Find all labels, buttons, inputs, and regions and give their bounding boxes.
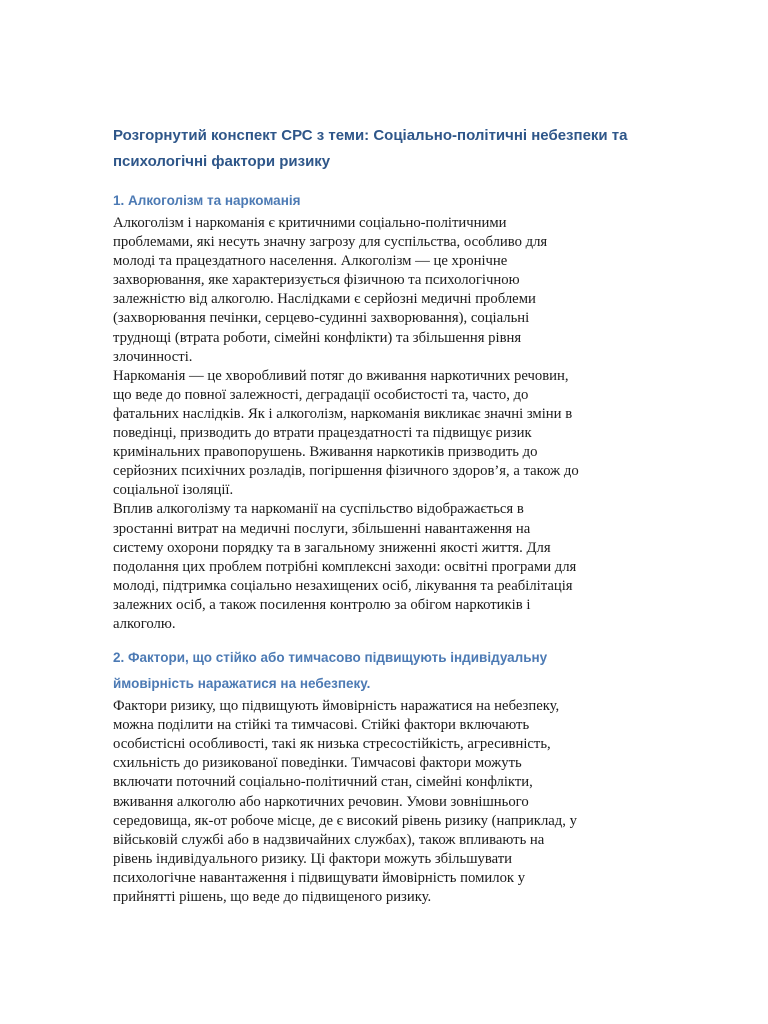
text-line: схильність до ризикованої поведінки. Тимчасові фактори можуть [113,755,522,772]
text-line: прийнятті рішень, що веде до підвищеного ризику. [113,889,432,905]
text-line: Фактори ризику, що підвищують ймовірність наражатися на небезпеку, [113,698,560,715]
document-title-line: Розгорнутий конспект СРС з теми: Соціально-політичні небезпеки та [113,127,628,144]
text-line: серйозних психічних розладів, погіршення фізичного здоров’я, а також до [113,463,579,480]
text-line: систему охорони порядку та в загальному зниженні якості життя. Для [113,539,551,556]
text-line: включати поточний соціально-політичний стан, сімейні конфлікти, [113,774,533,791]
paragraph-risk-factors [113,697,648,907]
text-line: фатальних наслідків. Як і алкоголізм, наркоманія викликає значні зміни в [113,405,573,422]
document-title [113,123,648,175]
text-line: залежністю від алкоголю. Наслідками є серйозні медичні проблеми [113,291,536,308]
text-line: подолання цих проблем потрібні комплексні заходи: освітні програми для [113,558,577,575]
text-line: військовій службі або в надзвичайних службах), також впливають на [113,831,545,848]
text-line: що веде до повної залежності, деградації особистості та, часто, до [113,386,529,403]
text-line: середовища, як-от робоче місце, де є високий рівень ризику (наприклад, у [113,812,577,829]
text-line: вживання алкоголю або наркотичних речовин. Умови зовнішнього [113,793,529,810]
paragraph-social-impact [113,500,648,634]
text-line: проблемами, які несуть значну загрозу для суспільства, особливо для [113,234,548,251]
text-line: соціальної ізоляції. [113,482,234,499]
text-line: (захворювання печінки, серцево-судинні захворювання), соціальні [113,310,530,327]
text-line: злочинності. [113,348,193,365]
text-line: психологічне навантаження і підвищувати ймовірність помилок у [113,869,526,886]
section-heading-line: 1. Алкоголізм та наркоманія [113,193,301,208]
text-line: кримінальних правопорушень. Вживання наркотиків призводить до [113,444,538,461]
text-line: Алкоголізм і наркоманія є критичними соціально-політичними [113,215,507,231]
section-heading-line: 2. Фактори, що стійко або тимчасово підвищують індивідуальну [113,650,548,666]
text-line: залежних осіб, а також посилення контролю за обігом наркотиків і [113,596,531,613]
text-line: молоді, підтримка соціально незахищених осіб, лікування та реабілітація [113,577,573,594]
text-line: Наркоманія — це хворобливий потяг до вживання наркотичних речовин, [113,367,569,384]
paragraph-alcoholism-definition [113,214,648,367]
text-line: алкоголю. [113,615,176,632]
section-heading-line: ймовірність наражатися на небезпеку. [113,676,371,692]
text-line: Вплив алкоголізму та наркоманії на суспільство відображається в [113,501,524,518]
text-line: рівень індивідуального ризику. Ці фактори можуть збільшувати [113,850,513,867]
document-content [113,123,648,907]
section-heading-risk-factors [113,645,648,697]
text-line: зростанні витрат на медичні послуги, збільшенні навантаження на [113,520,531,537]
text-line: можна поділити на стійкі та тимчасові. Стійкі фактори включають [113,717,530,734]
text-line: особистісні особливості, такі як низька стресостійкість, агресивність, [113,736,551,753]
text-line: поведінці, призводить до втрати працездатності та підвищує ризик [113,425,532,442]
section-heading-alcoholism [113,188,648,214]
paragraph-drug-addiction [113,367,648,501]
document-title-line: психологічні фактори ризику [113,153,331,170]
text-line: захворювання, яке характеризується фізичною та психологічною [113,272,520,289]
text-line: труднощі (втрата роботи, сімейні конфлікти) та збільшення рівня [113,329,522,346]
text-line: молоді та працездатного населення. Алкоголізм — це хронічне [113,253,508,270]
